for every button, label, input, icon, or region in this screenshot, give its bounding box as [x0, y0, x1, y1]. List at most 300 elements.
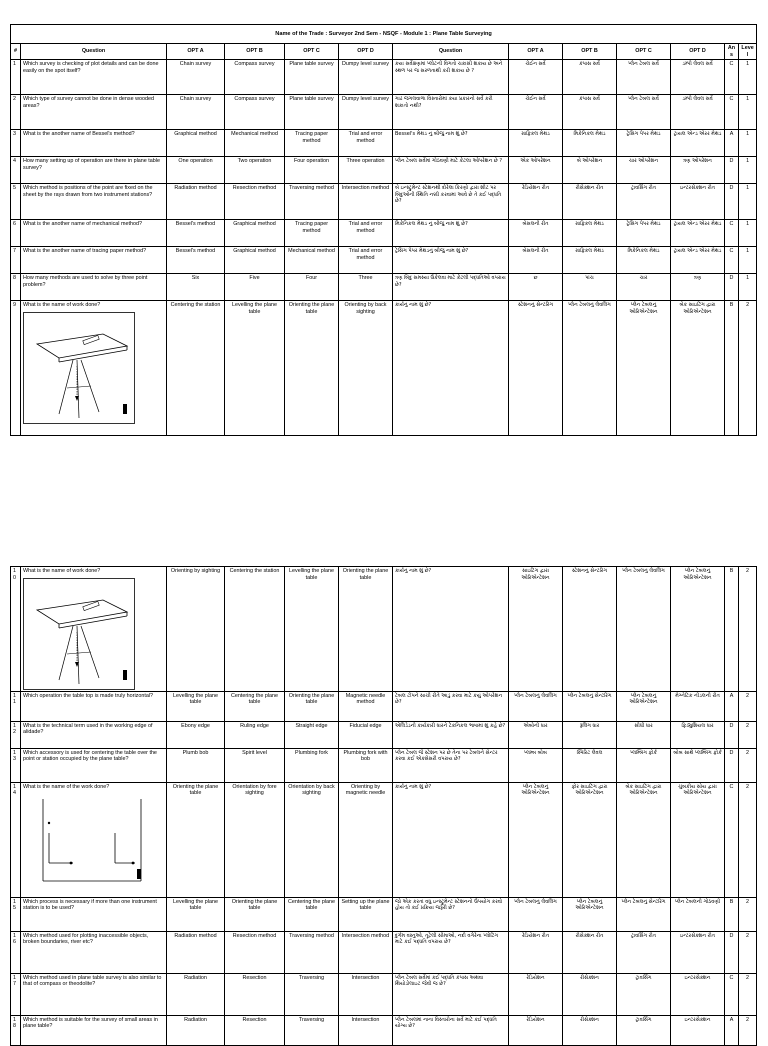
option-c-gujarati-text: ચાર — [639, 275, 648, 282]
option-b-text: Centering the plane table — [230, 692, 279, 706]
level-text: 2 — [746, 1016, 749, 1023]
question-text — [21, 782, 167, 897]
option-c — [285, 691, 339, 721]
option-a-text: Orienting the plane table — [172, 783, 219, 797]
level — [739, 721, 757, 748]
question-gujarati — [393, 301, 509, 436]
option-d — [339, 301, 393, 436]
row-number-text: 3 — [13, 131, 16, 138]
option-b-gujarati — [563, 130, 617, 157]
question-text — [21, 691, 167, 721]
col-header: Ans — [725, 44, 739, 60]
option-d-gujarati — [671, 60, 725, 95]
table-row — [11, 60, 757, 95]
option-c-gujarati — [617, 95, 671, 130]
row-number-text: 15 — [13, 898, 16, 912]
question-gujarati-text: ટ્રેસિંગ પેપર મેથડનું બીજું નામ શું છે? — [395, 248, 469, 255]
table-row — [11, 157, 757, 184]
option-d-gujarati — [671, 301, 725, 436]
answer — [725, 220, 739, 247]
question-text — [21, 247, 167, 274]
option-a-gujarati-text: રેડિયેશન રીત — [521, 185, 550, 192]
option-d-gujarati — [671, 721, 725, 748]
sheet-page-1 — [10, 24, 756, 436]
level — [739, 157, 757, 184]
option-b — [225, 567, 285, 692]
option-b-gujarati — [563, 184, 617, 220]
question-gujarati — [393, 691, 509, 721]
option-a-gujarati — [509, 184, 563, 220]
option-b-gujarati — [563, 691, 617, 721]
level — [739, 130, 757, 157]
row-number-text: 14 — [13, 783, 16, 797]
question-gujarati-text: કયા સર્વેક્ષણમાં પ્લોટની વિગતો ચકાસી શકાય છે અને સ્થળ પર જ સરળતાથી કરી શકાય છે ? — [395, 61, 503, 74]
question-gujarati-text: દુર્ગમ વસ્તુઓ, તૂટેલી સીમાઓ, નદી વગેરેના પ્લોટિંગ માટે કઈ પદ્ધતિ વપરાય છે? — [395, 932, 499, 946]
question-gujarati-text: એલિડેડની કાર્યકારી ધારને ટેકનિકલ ભાષામાં શું કહે છે? — [395, 722, 506, 729]
table-row — [11, 691, 757, 721]
option-d — [339, 157, 393, 184]
row-number-text: 12 — [13, 722, 16, 736]
row-number — [11, 1015, 21, 1045]
col-header: OPT C — [617, 44, 671, 60]
option-a-gujarati-text: ગ્રાફિકલ મેથડ — [521, 131, 550, 138]
option-d-text: Trial and error method — [348, 131, 383, 144]
option-c — [285, 274, 339, 301]
row-number — [11, 157, 21, 184]
option-b-gujarati-text: પ્લેન ટેબલનું લેવલિંગ — [568, 302, 611, 309]
question-text-text: What is the name of work done? — [23, 302, 101, 309]
answer — [725, 301, 739, 436]
option-d — [339, 973, 393, 1015]
option-b-gujarati-text: પ્લેન ટેબલનું સેન્ટરિંગ — [567, 692, 612, 699]
option-a-gujarati-text: ચેઈન સર્વે — [525, 61, 546, 68]
option-b — [225, 748, 285, 782]
level-text: 2 — [746, 898, 749, 905]
answer — [725, 95, 739, 130]
option-c-gujarati — [617, 157, 671, 184]
option-a-text: Plumb bob — [182, 749, 209, 756]
option-b-gujarati-text: પાંચ — [585, 275, 594, 282]
option-c — [285, 931, 339, 973]
question-gujarati — [393, 782, 509, 897]
answer-text: C — [729, 783, 734, 790]
level — [739, 301, 757, 436]
option-d-gujarati-text: ઇન્ટરસેક્શન રીત — [680, 185, 715, 192]
option-a — [167, 274, 225, 301]
option-d-gujarati-text: ટ્રાયલ એન્ડ એરર મેથડ — [673, 131, 722, 138]
option-c — [285, 748, 339, 782]
option-a-gujarati — [509, 782, 563, 897]
question-gujarati-text: કાર્યનું નામ શું છે? — [395, 783, 432, 790]
answer-text: B — [729, 898, 734, 905]
sheet-page-2 — [10, 566, 756, 1046]
option-a — [167, 157, 225, 184]
question-text-text: What is the another name of tracing paper method? — [23, 248, 147, 255]
question-gujarati — [393, 60, 509, 95]
option-a — [167, 897, 225, 931]
option-c-text: Plane table survey — [289, 96, 334, 103]
question-gujarati — [393, 567, 509, 692]
orientation-figure — [23, 793, 147, 883]
row-number-text: 7 — [13, 248, 16, 255]
option-c-gujarati-text: ટ્રાવર્સિંગ — [635, 1016, 652, 1023]
answer — [725, 691, 739, 721]
row-number-text: 8 — [13, 275, 16, 282]
question-gujarati — [393, 130, 509, 157]
option-a — [167, 1015, 225, 1045]
option-b-text: Two operation — [237, 158, 272, 165]
option-b-text: Resection — [242, 974, 267, 981]
option-c-text: Traversing — [298, 1016, 325, 1023]
option-d-text: Orienting by back sighting — [344, 302, 387, 315]
question-text — [21, 274, 167, 301]
question-text-text: Which method used for plotting inaccessible objects, broken boundaries, river etc? — [23, 932, 149, 946]
option-c-gujarati-text: સીધી ધાર — [634, 722, 653, 729]
question-text-text: What is the another name of mechanical method? — [23, 221, 142, 228]
option-c-gujarati-text: પ્લેન ટેબલ સર્વે — [628, 61, 659, 68]
row-number-text: 6 — [13, 221, 16, 228]
question-text-text: What is the name of work done? — [23, 568, 101, 574]
option-a-gujarati-text: પ્લેન ટેબલનું ઓરિએન્ટેશન — [521, 783, 550, 797]
option-c — [285, 60, 339, 95]
option-b-gujarati-text: રીસેક્શન — [580, 974, 599, 981]
option-b-gujarati-text: રીસેક્શન રીત — [575, 932, 604, 939]
option-c-gujarati — [617, 60, 671, 95]
answer-text: D — [729, 722, 734, 729]
option-d-gujarati-text: ઇન્ટરસેક્શન — [684, 974, 711, 981]
option-d-gujarati-text: બેક સાઇટિંગ દ્વારા ઓરિએન્ટેશન — [679, 302, 716, 315]
table-row — [11, 301, 757, 436]
option-a-gujarati — [509, 691, 563, 721]
row-number-text: 10 — [13, 568, 16, 581]
option-a-text: Levelling the plane table — [173, 692, 218, 706]
option-a-gujarati-text: સ્ટેશનનું સેન્ટરિંગ — [517, 302, 554, 309]
option-b — [225, 60, 285, 95]
page-title: Name of the Trade : Surveyor 2nd Sem - NSQF - Module 1 : Plane Table Surveying — [11, 25, 757, 44]
option-c — [285, 973, 339, 1015]
option-a — [167, 60, 225, 95]
option-d-text: Orienting by magnetic needle — [345, 783, 386, 797]
row-number — [11, 567, 21, 692]
option-c-gujarati-text: ટ્રાવર્સિંગ — [635, 974, 652, 981]
level — [739, 1015, 757, 1045]
option-c-text: Traversing — [298, 974, 325, 981]
question-text — [21, 130, 167, 157]
option-d-text: Intersection — [351, 1016, 380, 1023]
col-header: OPT A — [509, 44, 563, 60]
option-c-text: Traversing method — [289, 932, 334, 939]
question-gujarati — [393, 157, 509, 184]
level-text: 1 — [746, 131, 750, 138]
question-text — [21, 220, 167, 247]
option-b-text: Compass survey — [234, 96, 275, 103]
option-c-gujarati-text: મિકેનિકલ મેથડ — [627, 248, 660, 255]
answer — [725, 157, 739, 184]
question-text-text: Which method used in plane table survey is also similar to that of compass or theodolite? — [23, 974, 162, 988]
col-header: # — [11, 44, 21, 60]
option-d-gujarati-text: ટ્રાયલ એન્ડ એરર મેથડ — [673, 221, 722, 228]
question-text-text: How many methods are used to solve by three point problem? — [23, 275, 148, 288]
answer — [725, 782, 739, 897]
option-d-text: Setting up the plane table — [341, 898, 390, 912]
option-c — [285, 157, 339, 184]
level — [739, 782, 757, 897]
option-a-text: Bessel's method — [175, 248, 216, 255]
option-b-gujarati — [563, 567, 617, 692]
answer-text: C — [729, 974, 734, 981]
option-a-gujarati — [509, 95, 563, 130]
question-text-text: How many setting up of operation are there in plane table survey? — [23, 158, 160, 171]
level-text: 1 — [746, 185, 750, 192]
table-row — [11, 247, 757, 274]
option-d — [339, 931, 393, 973]
answer-text: B — [729, 568, 734, 574]
option-d-text: Fiducial edge — [349, 722, 382, 729]
row-number — [11, 973, 21, 1015]
question-text-text: Which survey is checking of plot details and can be done easily on the spot itself? — [23, 61, 159, 74]
option-b-gujarati — [563, 60, 617, 95]
col-header: OPT D — [671, 44, 725, 60]
option-a — [167, 247, 225, 274]
option-c-gujarati — [617, 691, 671, 721]
row-number — [11, 274, 21, 301]
option-d-text: Intersection — [351, 974, 380, 981]
option-d-text: Three — [358, 275, 373, 282]
option-d — [339, 567, 393, 692]
question-text — [21, 748, 167, 782]
option-d — [339, 184, 393, 220]
option-a-gujarati — [509, 301, 563, 436]
option-a-text: Levelling the plane table — [173, 898, 218, 912]
option-d-gujarati-text: ઇન્ટરસેક્શન — [684, 1016, 711, 1023]
row-number — [11, 897, 21, 931]
question-gujarati — [393, 973, 509, 1015]
level-text: 2 — [746, 692, 749, 699]
option-b-text: Ruling edge — [240, 722, 269, 729]
answer — [725, 1015, 739, 1045]
option-d-text: Dumpy level survey — [341, 61, 390, 68]
option-d-gujarati — [671, 691, 725, 721]
level-text: 1 — [746, 221, 750, 228]
question-gujarati-text: ગાઢ જંગલવાળા વિસ્તારોમાં કયા પ્રકારનો સર્વે કરી શકાતો નથી? — [395, 96, 493, 109]
option-c-gujarati — [617, 301, 671, 436]
option-b-gujarati — [563, 157, 617, 184]
level-text: 2 — [746, 302, 750, 309]
option-d-gujarati-text: પ્લેન ટેબલની ગોઠવણી — [674, 898, 721, 905]
plane-table-figure — [23, 578, 135, 690]
option-d-gujarati — [671, 973, 725, 1015]
option-b-gujarati — [563, 973, 617, 1015]
option-b-text: Compass survey — [234, 61, 275, 68]
question-gujarati — [393, 95, 509, 130]
option-b-text: Resection method — [232, 932, 277, 939]
row-number — [11, 691, 21, 721]
option-c-gujarati — [617, 274, 671, 301]
question-text — [21, 301, 167, 436]
col-header: OPT B — [225, 44, 285, 60]
row-number-text: 11 — [13, 692, 16, 706]
option-c-gujarati — [617, 130, 671, 157]
row-number-text: 18 — [13, 1016, 16, 1030]
option-b-gujarati — [563, 301, 617, 436]
question-gujarati-text: કાર્યનું નામ શું છે? — [395, 568, 432, 574]
level-text: 1 — [746, 61, 750, 68]
option-a-gujarati — [509, 721, 563, 748]
answer — [725, 931, 739, 973]
option-b-gujarati-text: બે ઓપરેશન — [576, 158, 603, 165]
option-c-gujarati — [617, 931, 671, 973]
level — [739, 931, 757, 973]
option-d-gujarati — [671, 274, 725, 301]
row-number-text: 16 — [13, 932, 16, 946]
option-d-gujarati-text: ત્રણ — [693, 275, 702, 282]
option-c-gujarati-text: ચાર ઓપરેશન — [628, 158, 659, 165]
option-b-gujarati-text: રીસેક્શન રીત — [575, 185, 604, 192]
row-number — [11, 184, 21, 220]
option-b — [225, 721, 285, 748]
row-number — [11, 60, 21, 95]
answer — [725, 130, 739, 157]
option-c-text: Mechanical method — [288, 248, 335, 255]
question-gujarati — [393, 184, 509, 220]
option-d — [339, 274, 393, 301]
option-a-gujarati — [509, 220, 563, 247]
option-b — [225, 274, 285, 301]
col-header: Question — [21, 44, 167, 60]
option-c-gujarati-text: પ્લેન ટેબલનું ઓરિએન્ટેશન — [629, 692, 658, 706]
row-number — [11, 247, 21, 274]
level — [739, 274, 757, 301]
question-table-page-2 — [10, 566, 757, 1046]
question-gujarati — [393, 274, 509, 301]
option-d-gujarati — [671, 157, 725, 184]
option-a-gujarati — [509, 1015, 563, 1045]
row-number — [11, 220, 21, 247]
option-b-text: Spirit level — [242, 749, 267, 756]
question-gujarati-text: બે ઇન્સ્ટ્રુમેન્ટ સ્ટેશનથી દોરેલા કિરણો દ્વારા શીટ પર બિંદુઓની સ્થિતિ નક્કી કરવામાં આવે છે તે કઈ પદ્ધતિ છે? — [395, 185, 502, 205]
option-a — [167, 301, 225, 436]
option-b-gujarati — [563, 220, 617, 247]
row-number — [11, 95, 21, 130]
answer — [725, 721, 739, 748]
option-c-text: Four operation — [293, 158, 330, 165]
option-a-text: Radiation method — [174, 185, 217, 192]
option-d-gujarati — [671, 931, 725, 973]
option-c-text: Centering the plane table — [287, 898, 336, 912]
question-gujarati-text: પ્લેન ટેબલ સર્વેમાં કઈ પદ્ધતિ કંપાસ અથવા થિયોડોલાઇટ જેવી જ છે? — [395, 974, 484, 988]
option-c-text: Plane table survey — [289, 61, 334, 68]
question-text — [21, 184, 167, 220]
option-c-gujarati — [617, 1015, 671, 1045]
option-d — [339, 130, 393, 157]
option-a-gujarati — [509, 973, 563, 1015]
question-text — [21, 721, 167, 748]
option-b-gujarati-text: ફોર સાઇટિંગ દ્વારા ઓરિએન્ટેશન — [571, 783, 608, 797]
option-a-gujarati — [509, 897, 563, 931]
answer-text: B — [729, 302, 734, 309]
option-a-text: Graphical method — [174, 131, 217, 138]
option-c-text: Orienting the plane table — [288, 692, 335, 706]
option-c — [285, 1015, 339, 1045]
answer — [725, 567, 739, 692]
option-c-gujarati-text: ટ્રેસિંગ પેપર મેથડ — [626, 221, 661, 228]
answer-text: C — [729, 221, 734, 228]
table-row — [11, 782, 757, 897]
option-b-text: Orienting the plane table — [231, 898, 278, 912]
question-gujarati-text: Bessel's મેથડ નું બીજું નામ શું છે? — [395, 131, 468, 138]
question-table-page-1 — [10, 24, 757, 436]
option-a-gujarati-text: બેસલની રીત — [522, 248, 549, 255]
option-b-gujarati-text: કંપાસ સર્વે — [579, 61, 600, 68]
option-d-gujarati — [671, 220, 725, 247]
option-a-gujarati — [509, 157, 563, 184]
option-a-text: Bessel's method — [175, 221, 216, 228]
option-a-text: Orienting by sighting — [170, 568, 221, 574]
row-number-text: 4 — [13, 158, 16, 165]
table-row — [11, 567, 757, 692]
option-a-gujarati — [509, 748, 563, 782]
option-c-text: Plumbing fork — [295, 749, 328, 756]
option-c-text: Levelling the plane table — [289, 568, 334, 581]
option-c — [285, 95, 339, 130]
option-d-gujarati-text: ફિડ્યુશિયલ ધાર — [681, 722, 714, 729]
option-b-gujarati-text: મિકેનિકલ મેથડ — [573, 131, 606, 138]
level — [739, 567, 757, 692]
row-number — [11, 301, 21, 436]
option-c-gujarati-text: પ્લેન ટેબલનું લેવલિંગ — [622, 568, 665, 574]
option-c — [285, 184, 339, 220]
option-b — [225, 973, 285, 1015]
table-row — [11, 931, 757, 973]
table-row — [11, 973, 757, 1015]
option-c — [285, 721, 339, 748]
level-text: 2 — [746, 722, 749, 729]
option-a-gujarati-text: ચેઈન સર્વે — [525, 96, 546, 103]
question-text — [21, 1015, 167, 1045]
answer-text: C — [729, 248, 734, 255]
option-a-text: One operation — [178, 158, 213, 165]
option-d-text: Plumbing fork with bob — [343, 749, 388, 763]
option-c-text: Four — [305, 275, 318, 282]
option-d-text: Three operation — [346, 158, 385, 165]
option-a — [167, 782, 225, 897]
level — [739, 973, 757, 1015]
question-gujarati-text: ત્રણ બિંદુ સમસ્યા ઉકેલવા માટે કેટલી પદ્ધતિઓ વપરાય છે? — [395, 275, 506, 288]
answer-text: A — [729, 131, 734, 138]
option-d-gujarati-text: ત્રણ ઓપરેશન — [683, 158, 712, 165]
option-b-text: Resection — [242, 1016, 267, 1023]
option-a — [167, 184, 225, 220]
option-c-gujarati-text: પ્લેન ટેબલ સર્વે — [628, 96, 659, 103]
option-d-gujarati-text: પ્લેન ટેબલનું ઓરિએન્ટેશન — [683, 568, 712, 581]
option-d — [339, 60, 393, 95]
option-c — [285, 130, 339, 157]
option-a — [167, 567, 225, 692]
option-d-gujarati-text: બોબ સાથે પ્લમ્બિંગ ફોર્ક — [673, 749, 722, 756]
answer-text: C — [729, 61, 734, 68]
level — [739, 748, 757, 782]
option-d-gujarati-text: ટ્રાયલ એન્ડ એરર મેથડ — [673, 248, 722, 255]
option-c-text: Orienting the plane table — [288, 302, 335, 315]
question-gujarati-text: કાર્યનું નામ શું છે? — [395, 302, 432, 309]
option-a-gujarati-text: રેડિયેશન — [526, 974, 545, 981]
answer-text: D — [729, 275, 734, 282]
option-a — [167, 931, 225, 973]
option-a-gujarati-text: પ્લમ્બ બોબ — [524, 749, 547, 756]
option-b — [225, 157, 285, 184]
answer-text: D — [729, 749, 734, 756]
answer — [725, 184, 739, 220]
